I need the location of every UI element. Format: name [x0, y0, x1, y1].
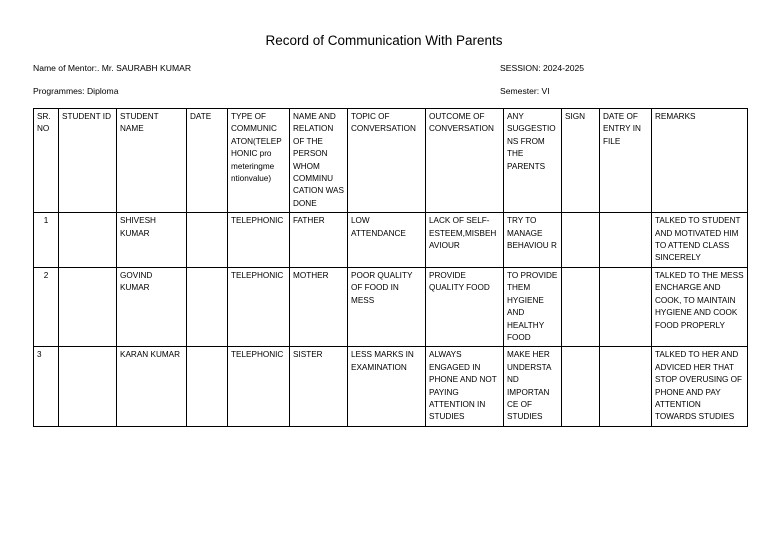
- session: SESSION: 2024-2025: [500, 63, 585, 73]
- cell-type: TELEPHONIC: [228, 267, 290, 346]
- cell-student-name: KARAN KUMAR: [117, 347, 187, 426]
- header-suggestions: ANY SUGGESTIO NS FROM THE PARENTS: [504, 109, 562, 213]
- header-name-and-relation: NAME AND RELATION OF THE PERSON WHOM COMMINU CATION WAS DONE: [290, 109, 348, 213]
- cell-student-id: [59, 267, 117, 346]
- cell-outcome: PROVIDE QUALITY FOOD: [426, 267, 504, 346]
- document-title: Record of Communication With Parents: [265, 33, 503, 48]
- cell-sign: [562, 267, 600, 346]
- cell-date-of-entry: [600, 267, 652, 346]
- cell-suggestions: MAKE HER UNDERSTA ND IMPORTAN CE OF STUDIES: [504, 347, 562, 426]
- cell-type: TELEPHONIC: [228, 213, 290, 268]
- cell-relation: MOTHER: [290, 267, 348, 346]
- table-row: [34, 347, 748, 426]
- cell-date-of-entry: [600, 347, 652, 426]
- cell-topic: LOW ATTENDANCE: [348, 213, 426, 268]
- communication-record-table: [33, 108, 748, 427]
- header-date: DATE: [187, 109, 228, 213]
- header-outcome: OUTCOME OF CONVERSATION: [426, 109, 504, 213]
- cell-sr-no: 3: [34, 347, 59, 426]
- cell-student-id: [59, 213, 117, 268]
- cell-sign: [562, 213, 600, 268]
- header-remarks: REMARKS: [652, 109, 748, 213]
- cell-student-id: [59, 347, 117, 426]
- cell-relation: SISTER: [290, 347, 348, 426]
- cell-outcome: ALWAYS ENGAGED IN PHONE AND NOT PAYING ATTENTION IN STUDIES: [426, 347, 504, 426]
- cell-outcome: LACK OF SELF-ESTEEM,MISBEH AVIOUR: [426, 213, 504, 268]
- cell-sign: [562, 347, 600, 426]
- cell-suggestions: TO PROVIDE THEM HYGIENE AND HEALTHY FOOD: [504, 267, 562, 346]
- cell-sr-no: 2: [34, 267, 59, 346]
- cell-topic: LESS MARKS IN EXAMINATION: [348, 347, 426, 426]
- cell-remarks: TALKED TO STUDENT AND MOTIVATED HIM TO ATTEND CLASS SINCERELY: [652, 213, 748, 268]
- table-row: [34, 213, 748, 268]
- header-student-name: STUDENT NAME: [117, 109, 187, 213]
- cell-date: [187, 347, 228, 426]
- cell-date-of-entry: [600, 213, 652, 268]
- header-topic: TOPIC OF CONVERSATION: [348, 109, 426, 213]
- semester: Semester: VI: [500, 86, 550, 96]
- cell-relation: FATHER: [290, 213, 348, 268]
- cell-student-name: GOVIND KUMAR: [117, 267, 187, 346]
- header-type-of-communication: TYPE OF COMMUNIC ATON(TELEP HONIC pro meteringme ntionvalue): [228, 109, 290, 213]
- programmes: Programmes: Diploma: [33, 86, 119, 96]
- header-row: [34, 109, 748, 213]
- header-sign: SIGN: [562, 109, 600, 213]
- header-date-of-entry: DATE OF ENTRY IN FILE: [600, 109, 652, 213]
- cell-date: [187, 213, 228, 268]
- cell-remarks: TALKED TO THE MESS ENCHARGE AND COOK, TO MAINTAIN HYGIENE AND COOK FOOD PROPERLY: [652, 267, 748, 346]
- cell-suggestions: TRY TO MANAGE BEHAVIOU R: [504, 213, 562, 268]
- table-row: [34, 267, 748, 346]
- cell-student-name: SHIVESH KUMAR: [117, 213, 187, 268]
- cell-sr-no: 1: [34, 213, 59, 268]
- cell-topic: POOR QUALITY OF FOOD IN MESS: [348, 267, 426, 346]
- header-student-id: STUDENT ID: [59, 109, 117, 213]
- cell-remarks: TALKED TO HER AND ADVICED HER THAT STOP OVERUSING OF PHONE AND PAY ATTENTION TOWARDS STUDIES: [652, 347, 748, 426]
- header-sr-no: SR. NO: [34, 109, 59, 213]
- cell-date: [187, 267, 228, 346]
- mentor-name: Name of Mentor:. Mr. SAURABH KUMAR: [33, 63, 192, 73]
- cell-type: TELEPHONIC: [228, 347, 290, 426]
